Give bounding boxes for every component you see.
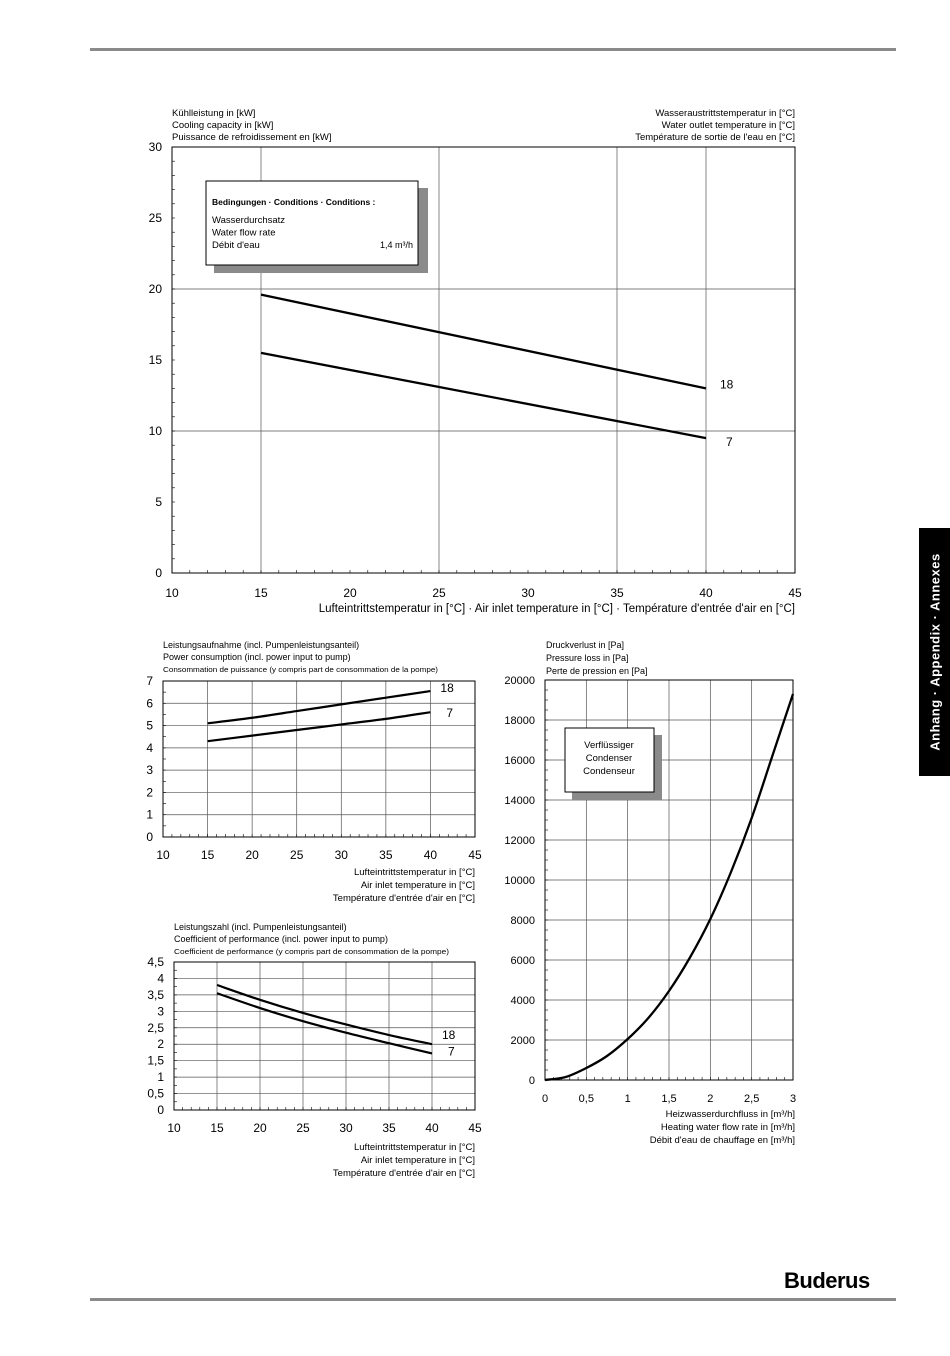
chart3-plot-frame [174,962,475,1110]
chart1-title-right: Water outlet temperature in [°C] [661,120,795,131]
chart4-x-tick-label: 0,5 [578,1093,594,1105]
chart4-y-tick-label: 8000 [510,915,535,927]
chart4-x-tick-label: 2 [707,1093,714,1105]
chart3-y-tick-label: 0 [157,1103,164,1117]
chart3-x-tick-label: 30 [339,1121,353,1135]
chart1-y-tick-label: 5 [155,495,162,509]
chart2-title-left: Consommation de puissance (y compris part de consommation de la pompe) [163,665,439,674]
chart2-x-axis-label: Air inlet temperature in [°C] [360,880,475,891]
chart3-y-tick-label: 4,5 [147,955,164,969]
chart4-y-tick-label: 6000 [510,955,535,967]
chart3-series-label: 18 [442,1028,456,1043]
chart4-y-tick-label: 12000 [504,835,535,847]
chart4-x-axis-label: Débit d'eau de chauffage en [m³/h] [649,1135,795,1146]
chart4-label-box-line: Condenser [585,753,633,764]
chart3-x-axis-label: Air inlet temperature in [°C] [360,1155,475,1166]
chart3-y-tick-label: 2 [157,1037,164,1052]
chart2-x-axis-label: Lufteintrittstemperatur in [°C] [353,867,475,878]
side-tab [919,528,950,776]
chart1-conditions-line: Water flow rate [212,227,276,239]
chart3-y-tick-label: 2,5 [147,1020,164,1035]
chart2-x-axis-label: Température d'entrée d'air en [°C] [332,893,475,904]
chart3-y-tick-label: 3 [157,1004,164,1019]
chart2-y-tick-label: 5 [146,718,153,733]
chart4-x-tick-label: 3 [789,1093,797,1105]
chart4-label-box-line: Condenseur [583,766,635,777]
chart2-x-tick-label: 10 [156,848,170,862]
chart2-y-tick-label: 6 [146,696,153,711]
chart4-x-tick-label: 1,5 [661,1093,677,1105]
chart1-y-tick-label: 0 [155,566,162,580]
bottom-rule [90,1298,896,1301]
chart1-conditions-line: Wasserdurchsatz [212,215,286,226]
chart2-plot-frame [163,681,475,837]
chart1-x-tick-label: 25 [432,586,446,600]
chart3-title-left: Coefficient de performance (y compris part de consommation de la pompe) [174,947,450,956]
chart3-x-tick-label: 40 [425,1121,439,1135]
chart4-x-tick-label: 1 [624,1093,631,1105]
chart3-x-tick-label: 35 [382,1121,396,1135]
chart1-title-left: Cooling capacity in [kW] [172,120,274,131]
chart2-y-tick-label: 1 [146,807,153,822]
chart3-title-left: Leistungszahl (incl. Pumpenleistungsanteil) [174,922,347,932]
chart3-x-tick-label: 25 [296,1121,310,1135]
chart4-x-axis-label: Heizwasserdurchfluss in [m³/h] [665,1109,795,1120]
chart4-title-left: Druckverlust in [Pa] [546,640,625,650]
chart2-series-label: 7 [446,706,454,721]
chart3-x-axis-label: Température d'entrée d'air en [°C] [332,1168,475,1179]
chart2-x-tick-label: 25 [290,848,304,862]
chart4-x-tick-label: 2,5 [744,1093,760,1105]
chart2-y-tick-label: 4 [146,740,153,755]
chart1-series-line-18 [261,295,706,389]
chart2-title-left: Leistungsaufnahme (incl. Pumpenleistungsanteil) [163,640,360,650]
chart3-y-tick-label: 4 [157,971,164,986]
chart2-y-tick-label: 0 [146,830,153,844]
chart2-x-tick-label: 20 [245,848,259,862]
chart4-title-left: Pressure loss in [Pa] [546,653,629,663]
chart4-y-tick-label: 10000 [504,875,535,887]
chart1-x-tick-label: 15 [254,586,268,600]
chart2-title-left: Power consumption (incl. power input to pump) [163,652,351,662]
chart3-series-label: 7 [448,1044,455,1059]
chart1-x-tick-label: 30 [521,586,535,600]
chart1-y-tick-label: 15 [148,353,162,367]
chart1-series-label: 18 [720,377,734,392]
chart4-y-tick-label: 20000 [504,675,535,687]
chart3-x-tick-label: 45 [468,1121,482,1135]
chart2-x-tick-label: 30 [334,848,348,862]
chart3-x-tick-label: 10 [167,1121,181,1135]
chart4-y-tick-label: 4000 [510,995,535,1007]
chart4-label-box-line: Verflüssiger [584,740,634,751]
chart3-y-tick-label: 1 [157,1070,164,1085]
chart1-conditions-value: 1,4 m³/h [379,240,413,250]
chart2-y-tick-label: 3 [146,763,153,778]
chart1-title-left: Puissance de refroidissement en [kW] [172,132,332,143]
chart1-title-left: Kühlleistung in [kW] [172,108,256,119]
chart4-x-tick-label: 0 [541,1093,549,1105]
chart3-title-left: Coefficient of performance (incl. power input to pump) [174,934,388,944]
chart1-title-right: Wasseraustrittstemperatur in [°C] [655,108,795,119]
chart3-x-tick-label: 15 [210,1121,224,1135]
chart1-x-axis-label: Lufteintrittstemperatur in [°C] · Air inlet temperature in [°C] · Température d'entrée d'air en [°C] [318,603,795,615]
chart2-series-label: 18 [440,681,454,696]
chart4-y-tick-label: 18000 [504,715,535,727]
chart2-y-tick-label: 7 [146,674,153,688]
chart4-y-tick-label: 14000 [504,795,535,807]
chart4-title-left: Perte de pression en [Pa] [546,666,648,676]
chart1-x-tick-label: 20 [343,586,357,600]
chart2-series-line-7 [208,712,431,741]
chart1-x-tick-label: 35 [610,586,624,600]
chart1-title-right: Température de sortie de l'eau en [°C] [635,132,795,143]
chart1-series-line-7 [261,353,706,438]
chart1-x-tick-label: 40 [699,586,713,600]
chart1-y-tick-label: 30 [148,140,162,154]
chart1-conditions-line: Débit d'eau [212,240,260,251]
chart1-y-tick-label: 25 [148,211,162,225]
chart4-y-tick-label: 16000 [504,755,535,767]
chart4-x-axis-label: Heating water flow rate in [m³/h] [660,1122,795,1133]
chart1-y-tick-label: 20 [148,282,162,296]
chart2-x-tick-label: 15 [200,848,215,862]
chart2-series-line-18 [208,691,431,723]
chart1-x-tick-label: 45 [788,586,802,600]
chart1-y-tick-label: 10 [148,424,162,438]
chart3-y-tick-label: 3,5 [147,987,164,1002]
chart1-x-tick-label: 10 [165,586,179,600]
chart3-series-line-18 [217,985,432,1044]
chart4-y-tick-label: 2000 [510,1035,535,1047]
side-tab-label: Anhang · Appendix · Annexes [927,553,942,751]
chart1-conditions-heading: Bedingungen · Conditions · Conditions : [212,197,376,207]
brand-logo: Buderus [784,1268,870,1293]
chart4-y-tick-label: 0 [528,1075,535,1087]
chart3-x-tick-label: 20 [253,1121,267,1135]
chart3-y-tick-label: 0,5 [147,1086,164,1101]
chart3-x-axis-label: Lufteintrittstemperatur in [°C] [353,1142,475,1153]
chart1-series-label: 7 [726,435,733,450]
chart2-y-tick-label: 2 [146,785,153,800]
chart2-x-tick-label: 35 [379,848,393,862]
chart2-x-tick-label: 45 [468,848,482,862]
chart3-y-tick-label: 1,5 [147,1053,164,1068]
chart2-x-tick-label: 40 [423,848,438,862]
